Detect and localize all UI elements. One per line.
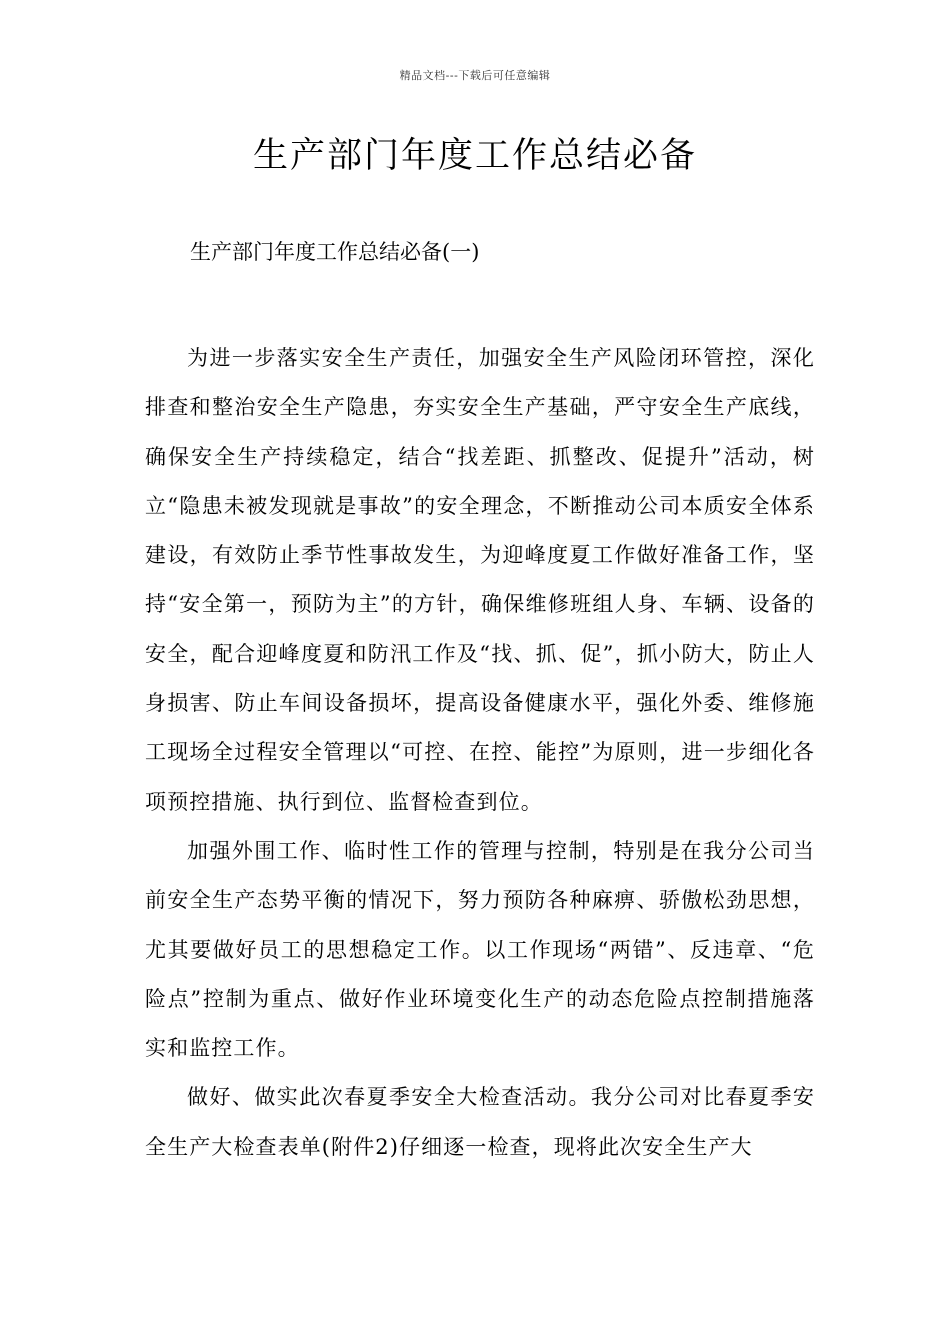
paragraph-1: 为进一步落实安全生产责任，加强安全生产风险闭环管控，深化排查和整治安全生产隐患，夯实安全生产基础，严守安全生产底线，确保安全生产持续稳定，结合“找差距、抓整改、促提升”活动，树立“隐患未被发现就是事故”的安全理念，不断推动公司本质安全体系建设，有效防止季节性事故发生，为迎峰度夏工作做好准备工作，坚持“安全第一，预防为主”的方针，确保维修班组人身、车辆、设备的安全，配合迎峰度夏和防汛工作及“找、抓、促”，抓小防大，防止人身损害、防止车间设备损坏，提高设备健康水平，强化外委、维修施工现场全过程安全管理以“可控、在控、能控”为原则，进一步细化各项预控措施、执行到位、监督检查到位。 [145, 346, 815, 814]
paragraph-2: 加强外围工作、临时性工作的管理与控制，特别是在我分公司当前安全生产态势平衡的情况下，努力预防各种麻痹、骄傲松劲思想，尤其要做好员工的思想稳定工作。以工作现场“两错”、反违章、“危险点”控制为重点、做好作业环境变化生产的动态危险点控制措施落实和监控工作。 [145, 838, 815, 1061]
document-title: 生产部门年度工作总结必备 [252, 136, 697, 176]
paragraph-3: 做好、做实此次春夏季安全大检查活动。我分公司对比春夏季安全生产大检查表单(附件2)仔细逐一检查，现将此次安全生产大 [145, 1085, 815, 1159]
body-text [145, 334, 815, 1172]
header-note: 精品文档---下载后可任意编辑 [399, 69, 551, 82]
section-subtitle: 生产部门年度工作总结必备(一) [190, 240, 480, 264]
